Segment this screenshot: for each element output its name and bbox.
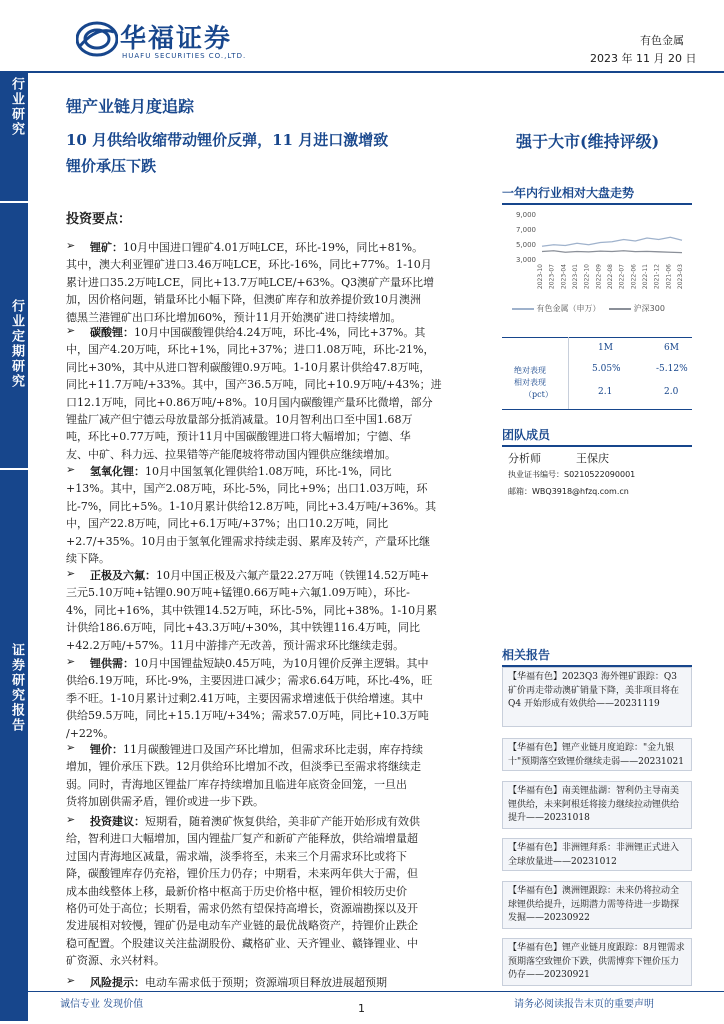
report-date: 2023 年 11 月 20 日 (590, 52, 697, 65)
bullet-arrow-icon: ➢ (66, 741, 76, 754)
series-line (542, 237, 682, 246)
body-line (90, 974, 474, 991)
x-tick-label: 2021-06 (665, 264, 673, 290)
body-line (66, 498, 474, 515)
analyst-cert: 执业证书编号：S0210522090001 (508, 470, 636, 479)
body-bold-label: 锂矿： (90, 241, 123, 254)
body-line-text: 稳可配置。个股建议关注盐湖股份、藏格矿业、天齐锂业、赣锋锂业、中 (66, 936, 418, 950)
brand-name-en: HUAFU SECURITIES CO.,LTD. (122, 52, 247, 60)
y-tick-label: 9,000 (515, 211, 536, 219)
body-line-text: +42.2万吨/+57%。11月中游排产无改善，预计需求环比继续走弱。 (66, 638, 405, 652)
body-line-text: 格仍可处于高位；长期看，需求仍然有望保持高增长，资源端勘探以及开 (66, 902, 418, 915)
chart-legend (512, 303, 665, 314)
body-line (66, 707, 474, 724)
legend-swatch-a (512, 308, 534, 310)
y-tick-label: 7,000 (515, 226, 536, 234)
sidebar-divider (0, 201, 28, 203)
x-tick-label: 2023-01 (572, 264, 579, 290)
body-line-text: 中，国产4.20万吨，环比+1%，同比+37%；进口1.08万吨，环比-21%， (66, 343, 435, 357)
body-line (66, 865, 474, 882)
body-line (66, 672, 474, 689)
body-line-text: 10月中国碳酸锂供给4.24万吨，环比-4%，同比+37%。其 (134, 326, 426, 339)
x-tick-label: 2022-07 (618, 264, 626, 290)
body-line-text: 吨，环比+0.77万吨，预计11月中国碳酸锂进口将大幅增加；宁德、华 (66, 430, 411, 444)
body-line-text: 弱。同时，青海地区锂盐厂库存持续增加且临进年底资金回笼，一旦出 (66, 777, 407, 791)
perf-header-1m: 1M (598, 343, 613, 353)
related-report-4[interactable]: 【华福有色】非洲锂拜系：非洲锂正式进入全球放量进——20231012 (502, 838, 692, 871)
body-line (66, 411, 474, 428)
body-line-text: 成本曲线整体上移，最新价格中枢高于历史价格中枢，锂价相较历史价 (66, 884, 407, 898)
body-line-text: 11月碳酸锂进口及国产环比增加，但需求环比走弱，库存持续 (123, 743, 423, 756)
body-bold-label: 碳酸锂： (90, 326, 134, 339)
body-line-text: 降，碳酸锂库存仍充裕，锂价压力仍存；中期看，未来两年供大于需，但 (66, 867, 418, 881)
body-line-text: 供给6.19万吨，环比-9%，主要因进口减少；需求6.64万吨，环比-4%，旺 (66, 674, 433, 688)
body-line-text: 过国内青海地区减量，需求端，淡季将至，未来三个月需求环比或将下 (66, 849, 407, 863)
body-bold-label: 锂价： (90, 743, 123, 756)
body-line (66, 725, 474, 742)
bullet-arrow-icon: ➢ (66, 239, 76, 252)
report-title-line2: 锂价承压下跌 (66, 157, 157, 175)
body-line-text: 计供给186.6万吨，同比+43.3万吨/+30%，其中铁锂116.4万吨，同比 (66, 621, 421, 635)
body-line-text: 发进展相对较慢，锂矿仍是电动车产业链的最优战略资产，持锂价止跌企 (66, 919, 418, 933)
body-line (90, 463, 474, 480)
body-line-text: 货将加剧供需矛盾，锂价或进一步下跌。 (66, 795, 264, 809)
footer-divider (0, 991, 724, 992)
perf-row-label-3: （pct） (524, 390, 553, 399)
body-line-text: 中，国产22.8万吨，同比+6.1万吨/+37%；出口10.2万吨，同比 (66, 517, 389, 531)
header-divider (0, 71, 724, 73)
body-bold-label: 投资建议： (90, 815, 145, 828)
body-line-text: 同比+11.7万吨/+33%。其中，国产36.5万吨，同比+10.9万吨/+43%；进 (66, 378, 442, 392)
body-line (66, 428, 474, 445)
page-number: 1 (358, 1002, 365, 1015)
body-line-text: 10月中国锂盐短缺0.45万吨，为10月锂价反弹主逻辑。其中 (134, 657, 429, 670)
body-line (90, 239, 474, 256)
section-heading: 投资要点： (66, 212, 132, 227)
bullet-arrow-icon: ➢ (66, 655, 76, 668)
body-line (66, 480, 474, 497)
body-line-text: 电动车需求低于预期；资源端项目释放进展超预期 (145, 976, 387, 989)
body-line (66, 776, 474, 793)
body-line-text: 给，智利进口大幅增加，国内锂盐厂复产和新矿产能释放，供给端增量超 (66, 832, 418, 846)
x-tick-label: 2023-03 (677, 264, 684, 290)
body-line (66, 376, 474, 393)
body-line (66, 883, 474, 900)
body-line (66, 291, 474, 308)
analyst-name: 王保庆 (576, 452, 609, 465)
body-bold-label: 氢氧化锂： (90, 465, 145, 478)
sector-label: 有色金属 (640, 34, 684, 47)
series-line (542, 251, 682, 253)
body-line-text: 口12.1万吨，同比+0.86万吨/+8%。10月国内碳酸锂产量环比微增，部分 (66, 395, 433, 409)
legend-label-a: 有色金属（申万） (536, 304, 601, 313)
related-report-6[interactable]: 【华福有色】锂产业链月度跟踪：8月锂需求预期落空致锂价下跌，供需博弈下锂价压力仍存——20230921 (502, 938, 692, 986)
bullet-arrow-icon: ➢ (66, 324, 76, 337)
body-line (66, 359, 474, 376)
perf-abs-6m: -5.12% (656, 364, 688, 374)
body-line (66, 515, 474, 532)
body-line-text: 10月中国进口锂矿4.01万吨LCE，环比-19%，同比+81%。 (123, 241, 424, 254)
body-line (66, 394, 474, 411)
related-report-5[interactable]: 【华福有色】澳洲锂跟踪：未来仍将拉动全球锂供给提升，远期潜力需等待进一步勘探发掘——20230922 (502, 881, 692, 929)
body-line-text: 同比+30%，其中从进口智利碳酸锂0.9万吨。1-10月累计供给47.8万吨， (66, 360, 431, 374)
perf-table-bottom-rule (502, 409, 692, 410)
body-bold-label: 风险提示： (90, 976, 145, 989)
perf-rel-1m: 2.1 (598, 387, 613, 397)
body-line (90, 567, 474, 584)
body-line (66, 848, 474, 865)
body-line-text: 短期看，随着澳矿恢复供给，美非矿产能开始形成有效供 (145, 815, 420, 828)
perf-row-label: 绝对表现 (514, 366, 546, 375)
x-tick-label: 2022-11 (642, 264, 649, 290)
perf-table-top-rule (502, 337, 692, 338)
y-tick-label: 3,000 (515, 256, 536, 264)
perf-rel-6m: 2.0 (664, 387, 679, 397)
body-line-text: 加，因价格问题，销量环比小幅下降，但澳矿库存和放养提价致10月澳洲 (66, 293, 421, 307)
x-tick-label: 2021-12 (653, 264, 661, 290)
body-line (66, 341, 474, 358)
body-line (66, 900, 474, 917)
x-tick-label: 2022-06 (630, 264, 638, 290)
body-line-text: 累计进口35.2万吨LCE，同比+13.7万吨LCE/+63%。Q3澳矿产量环比增 (66, 275, 435, 289)
related-report-1[interactable]: 【华福有色】2023Q3 海外锂矿跟踪：Q3 矿价再走带动澳矿销量下降，美非项目将在 Q4 开始形成有效供给——20231119 (502, 667, 692, 727)
footer-disclaimer: 请务必阅读报告末页的重要声明 (514, 999, 654, 1010)
perf-table-col-rule (568, 337, 569, 409)
body-line-text: /+22%。 (66, 726, 115, 740)
bullet-arrow-icon: ➢ (66, 974, 76, 987)
bullet-arrow-icon: ➢ (66, 567, 76, 580)
company-logo-icon (76, 20, 118, 58)
body-line (66, 446, 474, 463)
sidebar-label-securities: 证券研究报告 (9, 643, 24, 733)
body-line (90, 324, 474, 341)
x-tick-label: 2022-10 (583, 264, 591, 290)
body-line (66, 793, 474, 810)
body-line-text: 供给59.5万吨，同比+15.1万吨/+34%；需求57.0万吨，同比+10.3万吨 (66, 709, 429, 723)
body-line-text: 友、中矿、科力远、拉果错等产能爬坡将带动国内锂供应继续增加。 (66, 447, 396, 461)
analyst-role: 分析师 (508, 452, 541, 465)
team-title: 团队成员 (502, 426, 692, 447)
body-line-text: 其中，澳大利亚锂矿进口3.46万吨LCE，环比-16%，同比+77%。1-10月 (66, 258, 432, 272)
body-line (66, 637, 474, 654)
sidebar-label-periodic: 行业定期研究 (9, 299, 24, 389)
body-line (66, 690, 474, 707)
body-line-text: 矿资源、永兴材料。 (66, 954, 165, 968)
related-report-2[interactable]: 【华福有色】锂产业链月度追踪："金九银十"预期落空致锂价继续走弱——20231021 (502, 738, 692, 771)
report-title-line1: 10 月供给收缩带动锂价反弹，11 月进口激增致 (66, 131, 389, 149)
body-line (66, 550, 474, 567)
x-tick-label: 2022-09 (595, 264, 603, 290)
body-line-text: 10月中国正极及六氟产量22.27万吨（铁锂14.52万吨+ (156, 569, 430, 582)
related-report-3[interactable]: 【华福有色】南美锂盐湖：智利仍主导南美锂供给，未来阿根廷将接力继续拉动锂供给提升——20231018 (502, 781, 692, 829)
body-line (66, 952, 474, 969)
body-line (90, 741, 474, 758)
legend-swatch-b (609, 308, 631, 310)
perf-abs-1m: 5.05% (592, 364, 621, 374)
related-title: 相关报告 (502, 646, 692, 667)
footer-slogan: 诚信专业 发现价值 (60, 999, 144, 1010)
body-line-text: 4%，同比+16%，其中铁锂14.52万吨，环比-5%，同比+38%。1-10月累 (66, 603, 438, 617)
body-line (66, 256, 474, 273)
body-line (90, 813, 474, 830)
body-bold-label: 正极及六氟： (90, 569, 156, 582)
legend-label-b: 沪深300 (633, 304, 665, 313)
sidebar-label-industry: 行业研究 (9, 77, 24, 137)
body-line-text: 锂盐厂减产但宁德云母放量部分抵消减量。10月智利出口至中国1.68万 (66, 413, 413, 426)
body-line (66, 602, 474, 619)
report-series: 锂产业链月度追踪 (66, 97, 195, 116)
body-line-text: 增加，锂价承压下跌。12月供给环比增加不改，但淡季已至需求将继续走 (66, 760, 421, 774)
rating: 强于大市(维持评级) (516, 132, 660, 151)
body-line (66, 533, 474, 550)
body-line-text: 10月中国氢氧化锂供给1.08万吨，环比-1%，同比 (145, 465, 392, 478)
sidebar (0, 73, 28, 1021)
body-line (66, 935, 474, 952)
body-line (66, 619, 474, 636)
body-bold-label: 锂供需： (90, 657, 134, 670)
bullet-arrow-icon: ➢ (66, 463, 76, 476)
x-tick-label: 2023-07 (548, 264, 556, 290)
x-tick-label: 2022-08 (607, 264, 614, 290)
body-line-text: 比-7%，同比+5%。1-10月累计供给12.8万吨，同比+3.4万吨/+36%。其 (66, 499, 437, 513)
body-line-text: +13%。其中，国产2.08万吨，环比-5%，同比+9%；出口1.03万吨，环 (66, 482, 428, 496)
bullet-arrow-icon: ➢ (66, 813, 76, 826)
body-line-text: 季不旺。1-10月累计过剩2.41万吨，主要因需求增速低于供给增速。其中 (66, 691, 424, 705)
body-line-text: 续下降。 (66, 552, 110, 565)
chart-title: 一年内行业相对大盘走势 (502, 184, 692, 205)
perf-header-6m: 6M (664, 343, 679, 353)
body-line-text: 三元5.10万吨+钴锂0.90万吨+锰锂0.66万吨+六氟1.09万吨），环比- (66, 586, 410, 600)
body-line (66, 917, 474, 934)
y-tick-label: 5,000 (515, 241, 536, 249)
body-line (66, 584, 474, 601)
x-tick-label: 2023-04 (560, 264, 568, 290)
body-line-text: +2.7/+35%。10月由于氢氧化锂需求持续走弱、累库及转产，产量环比继 (66, 534, 431, 548)
x-tick-label: 2023-10 (537, 264, 544, 290)
body-line (66, 274, 474, 291)
body-line (90, 655, 474, 672)
perf-row-label-2: 相对表现 (514, 378, 546, 387)
body-line (66, 758, 474, 775)
sidebar-divider (0, 468, 28, 470)
body-line (66, 830, 474, 847)
analyst-email: 邮箱：WBQ3918@hfzq.com.cn (508, 487, 629, 496)
body-line-text: 德黑兰港锂矿出口环比增加60%，预计11月开始澳矿进口持续增加。 (66, 310, 402, 324)
brand-name: 华福证券 (120, 24, 233, 54)
